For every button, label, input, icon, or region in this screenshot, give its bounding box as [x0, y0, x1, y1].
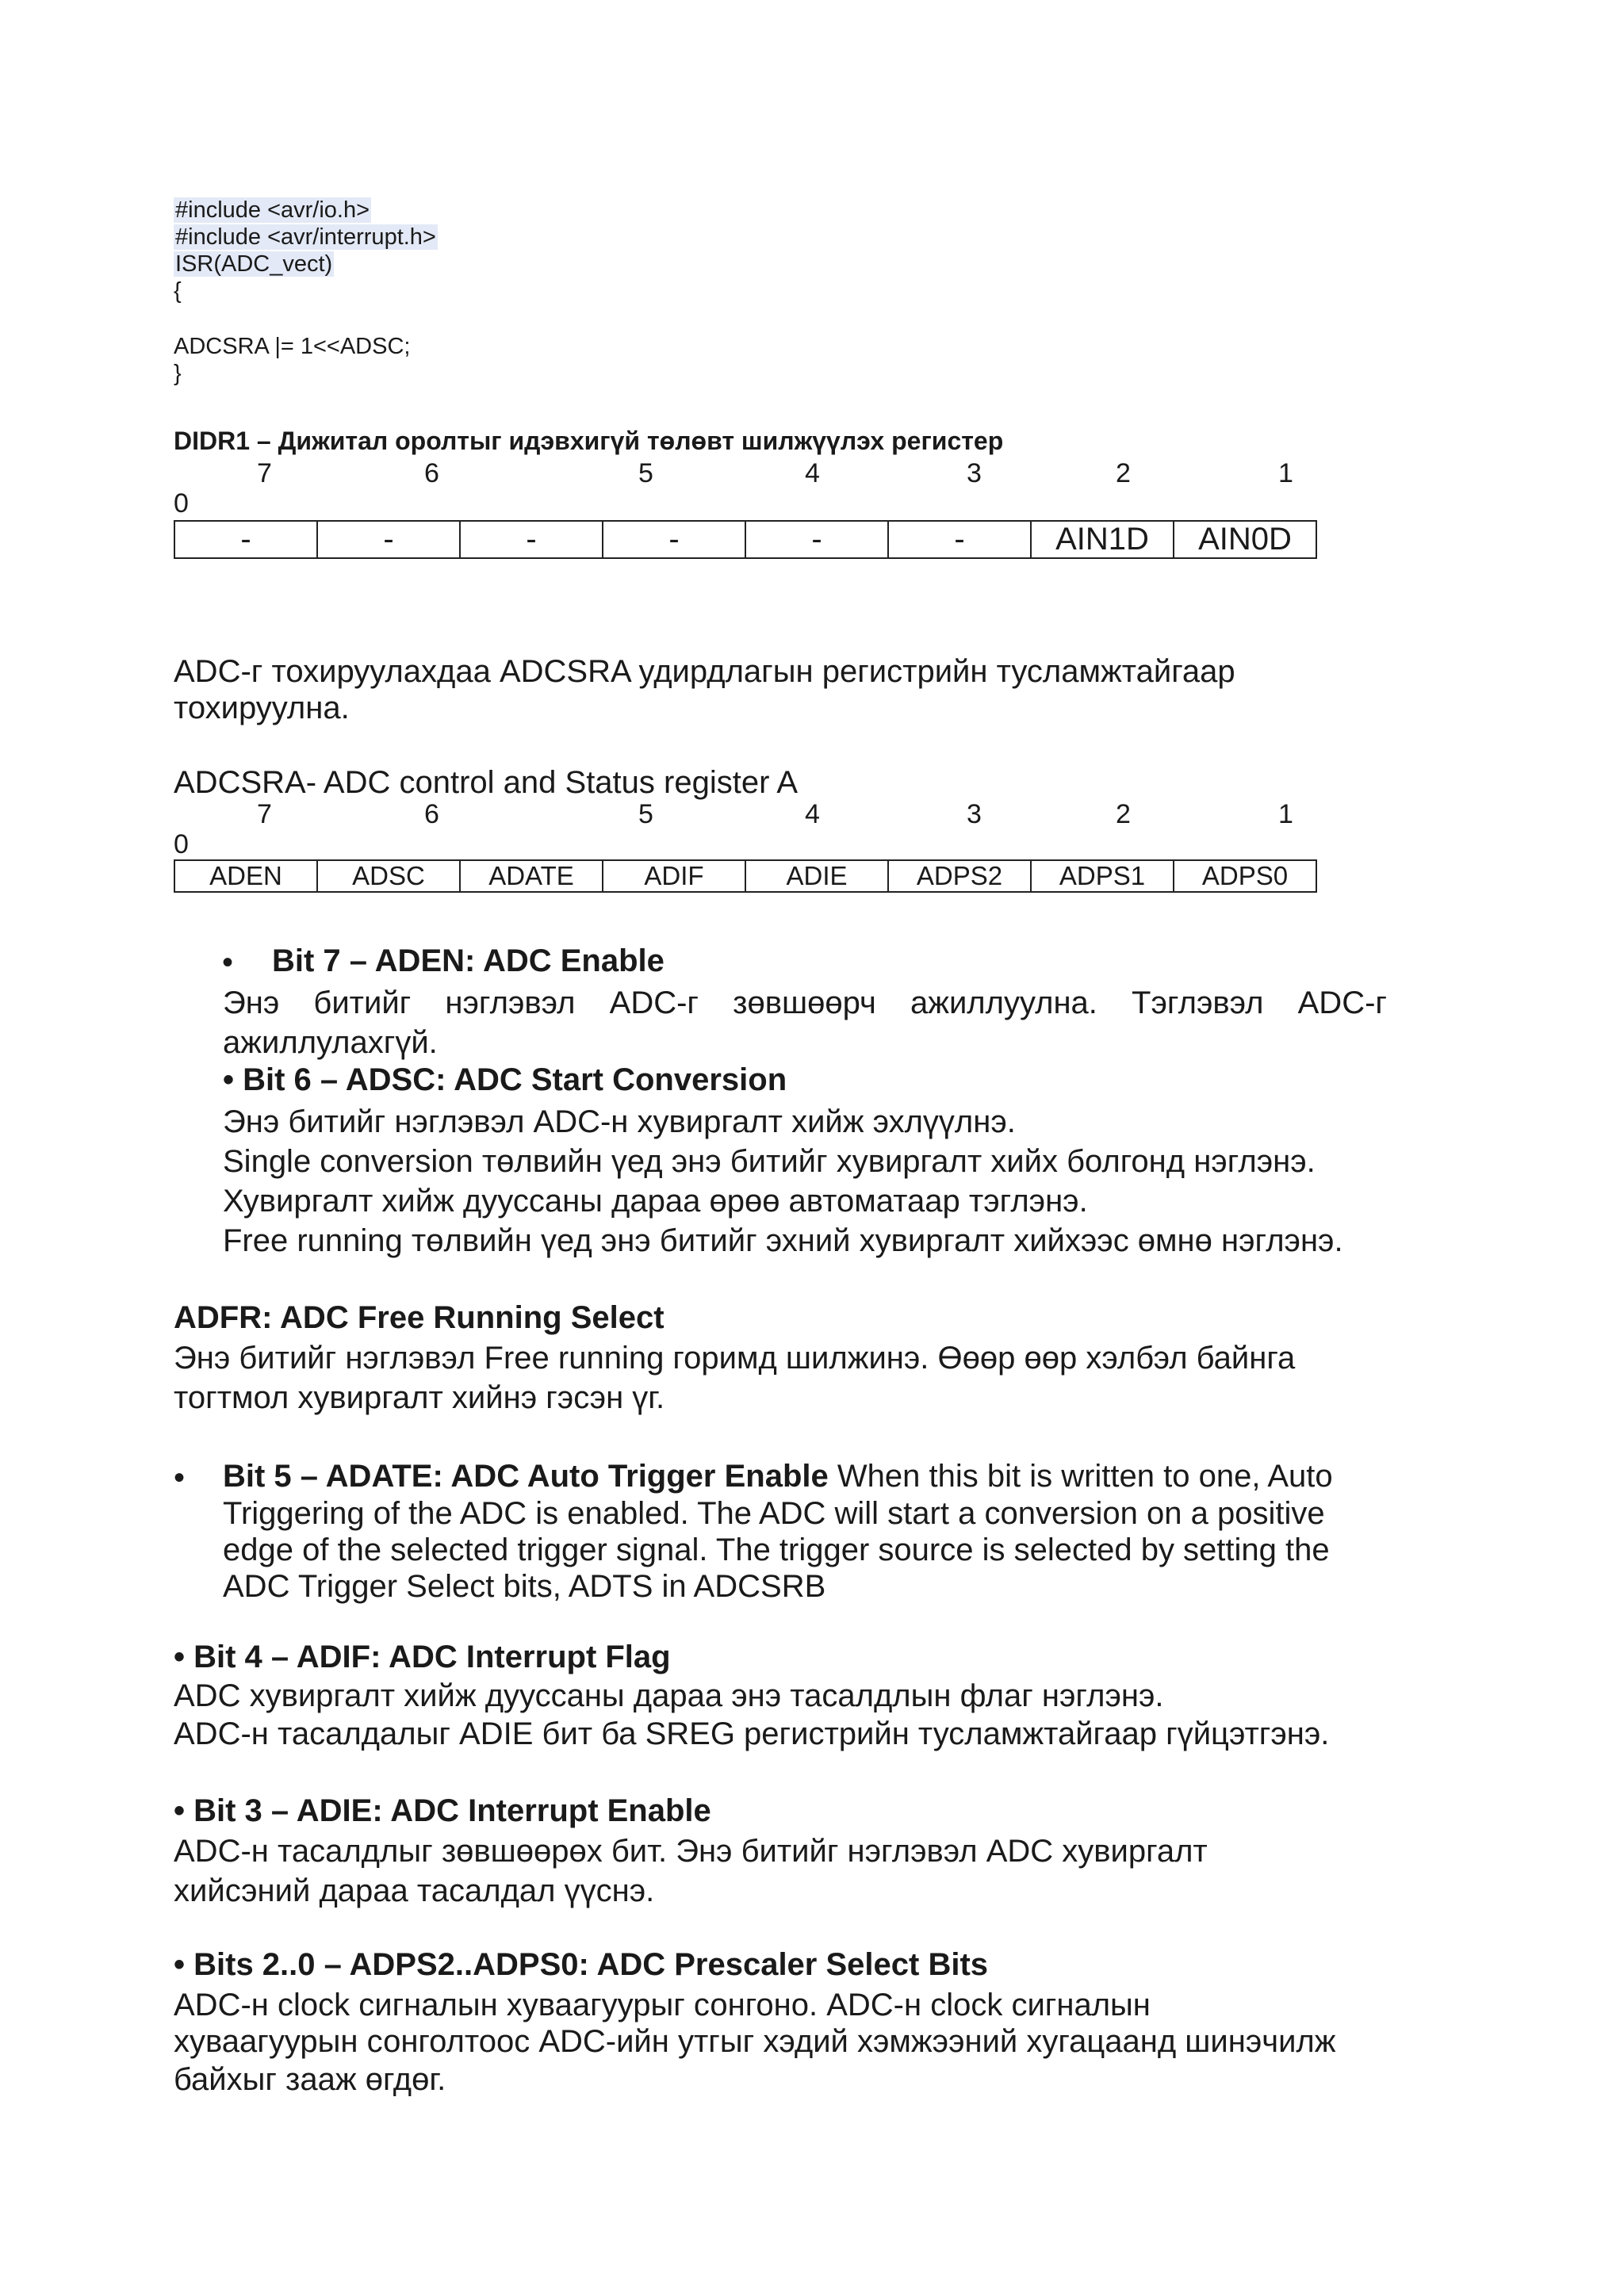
register-cell: AIN0D	[1174, 521, 1316, 558]
bit-number: 4	[805, 458, 820, 488]
bit4-heading: • Bit 4 – ADIF: ADC Interrupt Flag	[174, 1640, 671, 1674]
bit-number: 0	[174, 829, 189, 859]
bit-number: 1	[1278, 799, 1293, 829]
register-cell: -	[603, 521, 745, 558]
bit-number: 4	[805, 799, 820, 829]
didr1-register-table	[174, 520, 1317, 559]
bit4-line: ADC хувиргалт хийж дууссаны дараа энэ тасалдлын флаг нэглэнэ.	[174, 1678, 1164, 1713]
bit-number: 3	[967, 458, 982, 488]
bit-number: 1	[1278, 458, 1293, 488]
code-line: ADCSRA |= 1<<ADSC;	[174, 334, 411, 359]
adfr-line: тогтмол хувиргалт хийнэ гэсэн үг.	[174, 1380, 665, 1415]
bits20-heading: • Bits 2..0 – ADPS2..ADPS0: ADC Prescaler Select Bits	[174, 1947, 989, 1982]
register-cell: ADIE	[745, 860, 888, 892]
register-cell: ADEN	[174, 860, 317, 892]
table-row	[174, 860, 1316, 892]
register-cell: ADSC	[317, 860, 460, 892]
bit3-line: ADC-н тасалдлыг зөвшөөрөх бит. Энэ битийг нэглэвэл ADC хувиргалт	[174, 1834, 1208, 1869]
bit6-line: Хувиргалт хийж дууссаны дараа өрөө автоматаар тэглэнэ.	[223, 1184, 1088, 1219]
bit-number: 5	[638, 799, 653, 829]
bit5-line: ADC Trigger Select bits, ADTS in ADCSRB	[223, 1569, 826, 1604]
adcsra-register-table	[174, 859, 1317, 893]
code-line: #include <avr/io.h>	[175, 197, 370, 223]
register-cell: -	[174, 521, 317, 558]
bit4-line: ADC-н тасалдалыг ADIE бит ба SREG регистрийн тусламжтайгаар гүйцэтгэнэ.	[174, 1716, 1330, 1751]
bit-number: 3	[967, 799, 982, 829]
bit6-heading: • Bit 6 – ADSC: ADC Start Conversion	[223, 1062, 787, 1097]
code-line: {	[174, 278, 182, 304]
register-cell: ADATE	[460, 860, 603, 892]
register-cell: ADPS2	[888, 860, 1031, 892]
bits20-line: ADC-н clock сигналын хуваагуурыг сонгоно. ADC-н clock сигналын	[174, 1988, 1151, 2022]
table-row	[174, 521, 1316, 558]
bit5-line: Triggering of the ADC is enabled. The ADC will start a conversion on a positive	[223, 1496, 1325, 1531]
didr1-title: DIDR1 – Дижитал оролтыг идэвхигүй төлөвт шилжүүлэх регистер	[174, 427, 1004, 455]
bits20-line: хуваагуурын сонголтоос ADC-ийн утгыг хэдий хэмжээний хугацаанд шинэчилж	[174, 2024, 1336, 2059]
register-cell: AIN1D	[1031, 521, 1174, 558]
register-cell: ADPS1	[1031, 860, 1174, 892]
bit5-line: edge of the selected trigger signal. The trigger source is selected by setting the	[223, 1533, 1330, 1567]
bit3-heading: • Bit 3 – ADIE: ADC Interrupt Enable	[174, 1793, 711, 1828]
bit-number: 7	[257, 458, 272, 488]
bit-number: 0	[174, 488, 189, 519]
bit3-line: хийсэний дараа тасалдал үүснэ.	[174, 1873, 655, 1908]
code-line: ISR(ADC_vect)	[175, 251, 333, 277]
bit-number: 2	[1116, 799, 1131, 829]
code-line: }	[174, 361, 182, 386]
adcsra-bit-numbers	[174, 799, 1316, 863]
bit-number: 6	[424, 799, 439, 829]
bullet: •	[174, 1460, 186, 1495]
didr1-bit-numbers	[174, 458, 1316, 522]
adc-setup-paragraph: ADC-г тохируулахдаа ADCSRA удирдлагын регистрийн тусламжтайгаар тохируулна.	[174, 654, 1235, 725]
adcsra-title: ADCSRA- ADC control and Status register A	[174, 765, 798, 800]
bit6-line: Single conversion төлвийн үед энэ битийг хувиргалт хийх болгонд нэглэнэ.	[223, 1144, 1316, 1179]
adfr-line: Энэ битийг нэглэвэл Free running горимд шилжинэ. Өөөр өөр хэлбэл байнга	[174, 1341, 1296, 1376]
register-cell: -	[317, 521, 460, 558]
register-cell: -	[745, 521, 888, 558]
register-cell: -	[888, 521, 1031, 558]
bit7-heading: Bit 7 – ADEN: ADC Enable	[272, 943, 665, 978]
bits20-line: байхыг зааж өгдөг.	[174, 2062, 446, 2097]
bit6-line: Free running төлвийн үед энэ битийг эхний хувиргалт хийхээс өмнө нэглэнэ.	[223, 1223, 1343, 1258]
bit6-line: Энэ битийг нэглэвэл ADC-н хувиргалт хийж эхлүүлнэ.	[223, 1104, 1016, 1139]
register-cell: ADIF	[603, 860, 745, 892]
bit5-line: When this bit is written to one, Auto	[828, 1459, 1333, 1494]
bit5-first-line	[223, 1459, 1333, 1494]
bullet: •	[222, 945, 234, 980]
code-line: #include <avr/interrupt.h>	[175, 224, 436, 250]
bit-number: 6	[424, 458, 439, 488]
bit5-heading: Bit 5 – ADATE: ADC Auto Trigger Enable	[223, 1459, 829, 1494]
bit-number: 7	[257, 799, 272, 829]
register-cell: ADPS0	[1174, 860, 1316, 892]
adfr-heading: ADFR: ADC Free Running Select	[174, 1300, 665, 1335]
bit-number: 5	[638, 458, 653, 488]
register-cell: -	[460, 521, 603, 558]
bit-number: 2	[1116, 458, 1131, 488]
bit7-body: Энэ битийг нэглэвэл ADC-г зөвшөөрч ажиллуулна. Тэглэвэл ADC-г ажиллулахгүй.	[223, 985, 1387, 1060]
